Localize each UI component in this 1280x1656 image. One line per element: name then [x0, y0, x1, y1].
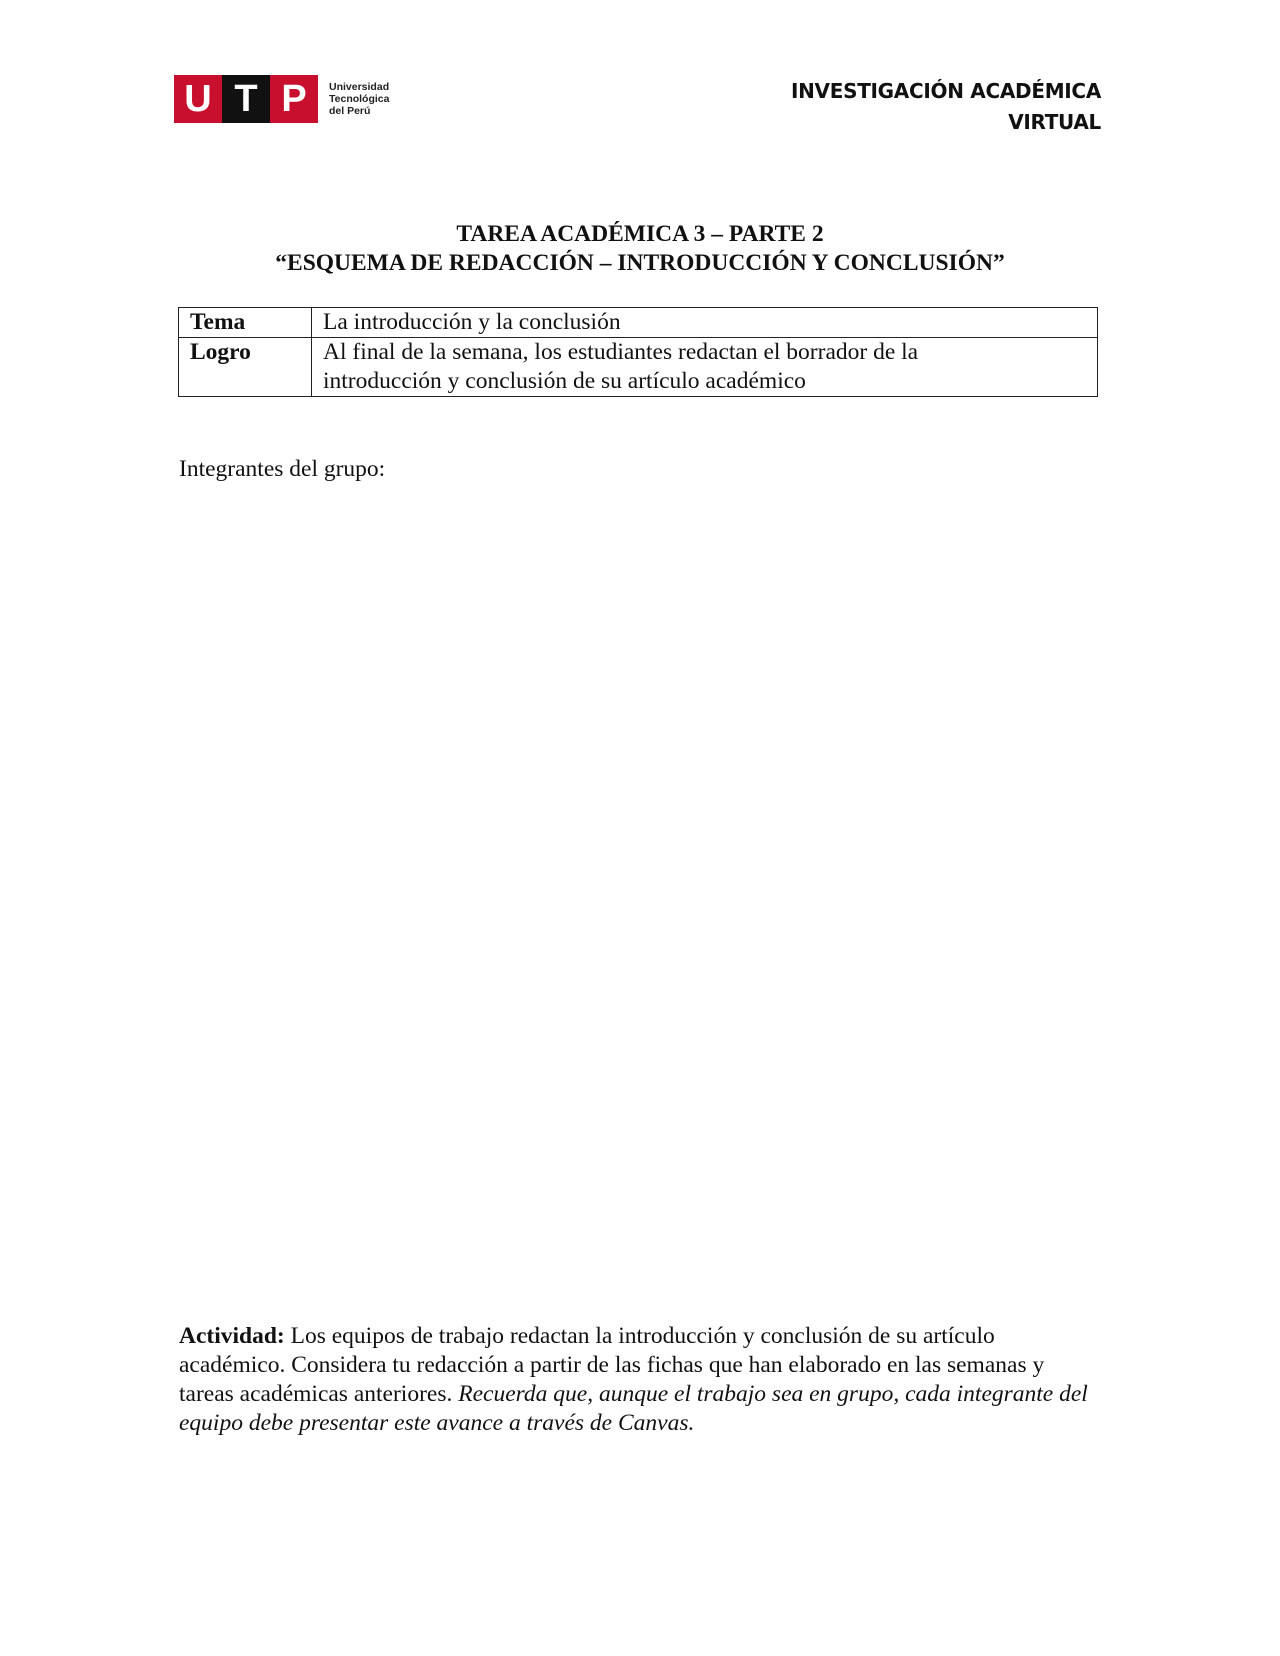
- activity-note: Recuerda que, aunque el trabajo sea en grupo, cada integrante del equipo debe presentar este avance a través de Canvas.: [179, 1381, 1088, 1436]
- course-header: [791, 76, 1101, 138]
- table-label-logro: Logro: [179, 338, 312, 397]
- logo-letter-block: [174, 75, 318, 123]
- table-row: [179, 308, 1098, 338]
- topic-table: [178, 307, 1098, 397]
- document-title: [0, 220, 1280, 278]
- logo-letter-p: P: [270, 75, 318, 123]
- logo-text-line-2: Tecnológica: [329, 93, 390, 105]
- course-header-line-2: VIRTUAL: [1008, 110, 1101, 134]
- logo-letter-t: T: [222, 75, 270, 123]
- logo-letter-u: U: [174, 75, 222, 123]
- logo-university-name: [329, 81, 389, 117]
- table-value-logro: [312, 338, 1098, 397]
- activity-lead: Actividad:: [179, 1323, 285, 1349]
- activity-paragraph: [179, 1322, 1104, 1438]
- table-value-line: introducción y conclusión de su artículo académico: [323, 368, 806, 394]
- table-value-line: La introducción y la conclusión: [323, 309, 621, 335]
- logo-text-line-1: Universidad: [329, 81, 390, 93]
- members-label: Integrantes del grupo:: [179, 456, 386, 482]
- utp-logo: [174, 75, 389, 123]
- table-value-line: Al final de la semana, los estudiantes redactan el borrador de la: [323, 339, 919, 365]
- title-line-2: “ESQUEMA DE REDACCIÓN – INTRODUCCIÓN Y CONCLUSIÓN”: [275, 250, 1005, 276]
- activity-body: Los equipos de trabajo redactan la introducción y conclusión de su artículo académico. Considera tu redacción a partir de las fichas que han elaborado en las semanas y tareas académicas anteriores.: [179, 1323, 1045, 1407]
- table-label-tema: Tema: [179, 308, 312, 338]
- course-header-line-1: INVESTIGACIÓN ACADÉMICA: [790, 79, 1101, 103]
- table-value-tema: [312, 308, 1098, 338]
- logo-text-line-3: del Perú: [329, 105, 371, 117]
- table-row: [179, 338, 1098, 397]
- title-line-1: TAREA ACADÉMICA 3 – PARTE 2: [456, 221, 824, 247]
